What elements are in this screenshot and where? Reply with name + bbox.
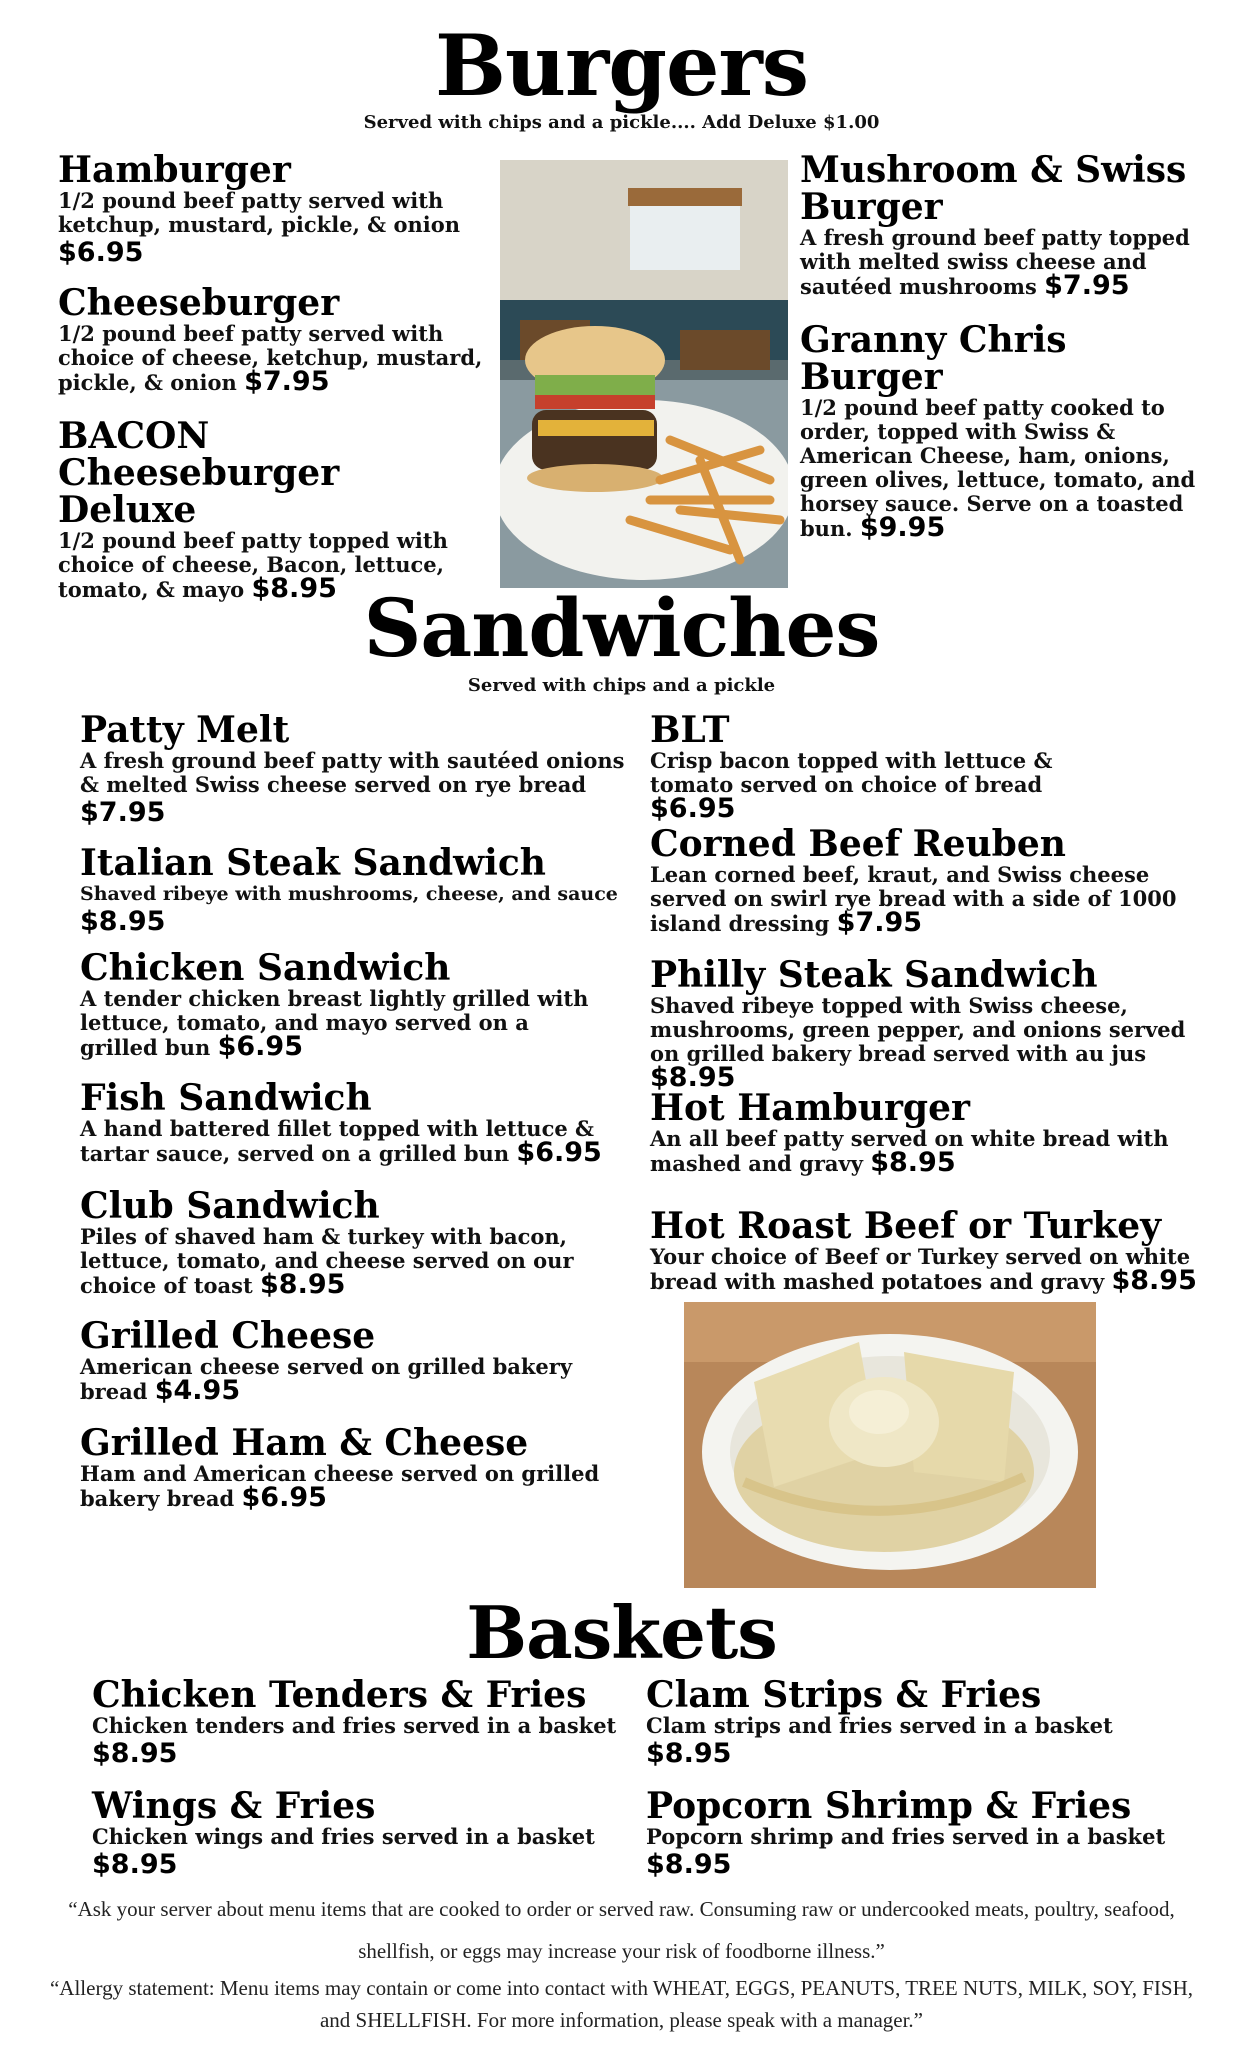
item-price: $8.95 — [870, 1147, 956, 1178]
menu-item-fish-sandwich — [80, 1077, 625, 1168]
item-desc — [650, 863, 1205, 936]
item-desc — [650, 1127, 1205, 1176]
item-name: Philly Steak Sandwich — [650, 954, 1098, 996]
item-desc-text: American cheese served on grilled bakery bread — [80, 1354, 573, 1404]
item-desc — [80, 1117, 625, 1166]
item-desc-text: Piles of shaved ham & turkey with bacon, lettuce, tomato, and cheese served on our choice of toast — [80, 1224, 574, 1298]
menu-item-patty-melt — [80, 709, 635, 828]
menu-item-wings-fries — [92, 1785, 632, 1880]
item-desc-text: A tender chicken breast lightly grilled with lettuce, tomato, and mayo served on a grilled bun — [80, 986, 589, 1060]
item-name: Clam Strips & Fries — [646, 1674, 1042, 1716]
menu-item-hot-hamburger — [650, 1087, 1205, 1178]
item-name: Chicken Sandwich — [80, 947, 451, 989]
menu-item-italian-steak-sandwich — [80, 842, 635, 937]
item-name: BACON Cheeseburger Deluxe — [58, 415, 340, 531]
menu-item-cheeseburger — [58, 282, 498, 397]
item-name: Mushroom & Swiss Burger — [800, 149, 1187, 228]
menu-item-bacon-cheeseburger-deluxe — [58, 415, 488, 604]
item-price: $6.95 — [241, 1482, 327, 1513]
item-name: BLT — [650, 709, 730, 751]
item-desc — [58, 322, 498, 395]
item-desc — [800, 226, 1205, 299]
item-price: $7.95 — [244, 366, 330, 397]
item-desc-text: 1/2 pound beef patty topped with choice of cheese, Bacon, lettuce, tomato, & mayo — [58, 528, 448, 602]
item-name: Fish Sandwich — [80, 1077, 372, 1119]
menu-item-corned-beef-reuben — [650, 823, 1205, 938]
menu-item-club-sandwich — [80, 1185, 635, 1300]
menu-item-chicken-sandwich — [80, 947, 600, 1062]
item-price: $6.95 — [58, 237, 144, 268]
menu-item-hot-roast-beef-turkey — [650, 1205, 1205, 1296]
item-price: $8.95 — [650, 1062, 736, 1093]
item-desc-text: Your choice of Beef or Turkey served on white bread with mashed potatoes and gravy — [650, 1244, 1191, 1294]
item-price: $7.95 — [1044, 270, 1130, 301]
item-desc-text: Ham and American cheese served on grilled bakery bread — [80, 1461, 600, 1511]
item-desc-text: An all beef patty served on white bread with mashed and gravy — [650, 1126, 1169, 1176]
item-price: $8.95 — [1111, 1265, 1197, 1296]
item-price: $8.95 — [92, 1738, 178, 1769]
menu-item-philly-steak-sandwich — [650, 954, 1205, 1093]
menu-item-blt — [650, 709, 1205, 824]
burger-photo — [500, 160, 788, 588]
item-desc — [80, 1355, 600, 1404]
item-desc: A fresh ground beef patty with sautéed onions & melted Swiss cheese served on rye bread — [80, 748, 625, 797]
item-price: $6.95 — [650, 793, 736, 824]
item-desc-text: A fresh ground beef patty topped with melted swiss cheese and sautéed mushrooms — [800, 225, 1190, 299]
item-desc: Chicken wings and fries served in a basket — [92, 1824, 595, 1849]
menu-item-granny-chris-burger — [800, 319, 1220, 543]
item-price: $8.95 — [80, 906, 166, 937]
menu-item-grilled-ham-cheese — [80, 1422, 600, 1513]
item-name: Grilled Ham & Cheese — [80, 1422, 529, 1464]
item-desc: Chicken tenders and fries served in a basket — [92, 1713, 617, 1738]
burgers-title: Burgers — [434, 16, 809, 115]
item-name: Grilled Cheese — [80, 1315, 376, 1357]
menu-item-hamburger — [58, 149, 478, 268]
item-name: Club Sandwich — [80, 1185, 380, 1227]
item-desc-text: 1/2 pound beef patty served with choice of cheese, ketchup, mustard, pickle, & onion — [58, 321, 483, 395]
item-name: Italian Steak Sandwich — [80, 842, 546, 884]
item-desc: Popcorn shrimp and fries served in a basket — [646, 1824, 1166, 1849]
item-desc-text: 1/2 pound beef patty cooked to order, topped with Swiss & American Cheese, ham, onions, green olives, lettuce, tomato, and horsey sauce. Serve on a toasted bun. — [800, 395, 1196, 541]
menu-item-grilled-cheese — [80, 1315, 600, 1406]
item-desc — [800, 396, 1220, 541]
item-desc-text: Lean corned beef, kraut, and Swiss cheese served on swirl rye bread with a side of 1000 island dressing — [650, 862, 1177, 936]
item-name: Patty Melt — [80, 709, 290, 751]
item-price: $7.95 — [836, 907, 923, 938]
item-desc — [650, 1245, 1205, 1294]
item-name: Granny Chris Burger — [800, 319, 1067, 398]
item-desc: Clam strips and fries served in a basket — [646, 1713, 1113, 1738]
item-price: $4.95 — [154, 1375, 241, 1406]
item-desc — [80, 987, 600, 1060]
item-name: Hot Roast Beef or Turkey — [650, 1205, 1162, 1247]
item-price: $8.95 — [260, 1269, 346, 1300]
sandwiches-title: Sandwiches — [363, 581, 880, 675]
item-desc — [650, 994, 1205, 1091]
item-name: Chicken Tenders & Fries — [92, 1674, 587, 1716]
item-price: $6.95 — [217, 1031, 303, 1062]
item-name: Popcorn Shrimp & Fries — [646, 1785, 1132, 1827]
item-price: $8.95 — [646, 1738, 732, 1769]
item-desc: 1/2 pound beef patty served with ketchup, mustard, pickle, & onion — [58, 188, 460, 237]
menu-item-clam-strips-fries — [646, 1674, 1206, 1769]
item-name: Wings & Fries — [92, 1785, 376, 1827]
item-price: $8.95 — [251, 573, 337, 604]
item-name: Corned Beef Reuben — [650, 823, 1066, 865]
baskets-title: Baskets — [466, 1590, 777, 1675]
item-desc-text: Crisp bacon topped with lettuce & tomato served on choice of bread — [650, 748, 1053, 797]
burgers-subtitle: Served with chips and a pickle.... Add Deluxe $1.00 — [363, 112, 880, 133]
item-price: $9.95 — [859, 512, 946, 543]
item-price: $8.95 — [646, 1849, 732, 1880]
menu-item-popcorn-shrimp-fries — [646, 1785, 1206, 1880]
hot-roast-beef-photo — [684, 1302, 1096, 1588]
sandwiches-subtitle: Served with chips and a pickle — [467, 675, 776, 696]
item-price: $8.95 — [92, 1849, 178, 1880]
item-name: Cheeseburger — [58, 282, 340, 324]
menu-item-mushroom-swiss-burger — [800, 149, 1205, 301]
item-desc — [80, 1462, 600, 1511]
item-name: Hamburger — [58, 149, 291, 191]
item-desc: Shaved ribeye with mushrooms, cheese, and sauce — [80, 883, 618, 905]
item-desc — [80, 1225, 635, 1298]
item-desc — [650, 749, 1130, 822]
item-price: $6.95 — [516, 1137, 602, 1168]
item-desc-text: A hand battered fillet topped with lettuce & tartar sauce, served on a grilled bun — [80, 1116, 594, 1166]
allergy-notice: “Allergy statement: Menu items may contain or come into contact with WHEAT, EGGS, PEANUTS, TREE NUTS, MILK, SOY, FISH, and SHELLFISH. For more information, please speak with a manager.” — [49, 1976, 1194, 2032]
raw-food-notice: “Ask your server about menu items that are cooked to order or served raw. Consuming raw or undercooked meats, poultry, seafood, shellfish, or eggs may increase your risk of foodborne illness.” — [68, 1897, 1175, 1963]
item-desc-text: Shaved ribeye topped with Swiss cheese, mushrooms, green pepper, and onions served on grilled bakery bread served with au jus — [650, 993, 1186, 1066]
item-price: $7.95 — [80, 797, 166, 828]
item-name: Hot Hamburger — [650, 1087, 970, 1129]
menu-item-chicken-tenders-fries — [92, 1674, 632, 1769]
